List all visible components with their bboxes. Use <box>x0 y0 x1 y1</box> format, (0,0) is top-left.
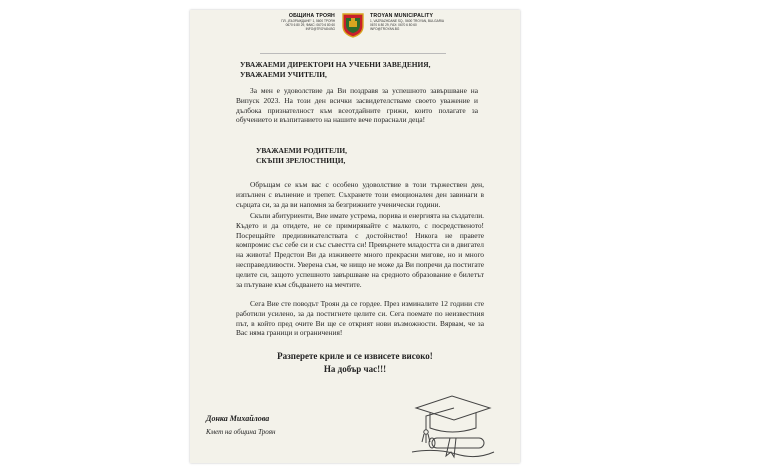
greeting-line: УВАЖАЕМИ УЧИТЕЛИ, <box>240 69 327 79</box>
letterhead-email-en: INFO@TROYAN.BG <box>370 27 400 31</box>
letterhead-title-bg: ОБЩИНА ТРОЯН <box>288 13 335 19</box>
greeting-line: УВАЖАЕМИ ДИРЕКТОРИ НА УЧЕБНИ ЗАВЕДЕНИЯ, <box>240 60 431 69</box>
greeting-teachers <box>240 60 480 80</box>
letterhead <box>190 10 520 52</box>
paragraph-teachers: За мен е удоволствие да Ви поздравя за успешното завършване на Випуск 2023. На този ден всички засвидетелстваме своето уважение и дълбока признателност към всеотдайните грижи, които полагате за обучението и възпитанието на нашите вече пораснали деца! <box>236 86 478 125</box>
letter-page <box>190 10 520 463</box>
greeting-line: УВАЖАЕМИ РОДИТЕЛИ, <box>256 146 347 155</box>
closing-line: Разперете криле и се извисете високо! <box>277 351 433 361</box>
letterhead-address-bg: ПЛ. „ВЪЗРАЖДАНЕ“ 1, 5600 ТРОЯН <box>281 19 335 23</box>
closing-wish: На добър час!!! <box>323 364 387 374</box>
paragraph-pride: Сега Вие сте поводът Троян да се гордее. През изминалите 12 години сте работили усилено, за да постигнете целите си. Сега поемате по неизвестния път, в който пред очите Ви ще се открият нови възможности. Вярвам, че за Вас няма граници и ограничения! <box>236 299 484 338</box>
signature-role: Кмет на община Троян <box>206 428 276 436</box>
paragraph-welcome: Обръщам се към вас с особено удоволствие в този тържествен ден, изпълнен с вълнение и трепет. Съхранете този емоционален ден завинаги в сърцата си, за да ви напомня за безгрижните ученически години. <box>236 180 484 209</box>
letterhead-phone-bg: 0670 6 80 29, ФАКС: 0670 6 80 60 <box>285 23 335 27</box>
graduation-cap-icon <box>406 394 498 460</box>
letterhead-bg <box>281 13 335 31</box>
header-divider <box>260 53 446 54</box>
letterhead-en <box>370 13 444 31</box>
letterhead-title-en: TROYAN MUNICIPALITY <box>370 13 434 19</box>
coat-of-arms-icon <box>341 12 365 38</box>
paragraph-graduates: Скъпи абитуриенти, Вие имате устрема, порива и енергията на създатели. Където и да отидете, не се примирявайте с малкото, с посредственото! Посрещайте предизвикателствата с достойнство! Никога не правете компромис със себе си и със съвестта си! Превърнете младостта си в двигател на живота! Предстои Ви да изживеете много прекрасни мигове, но и много несправедливости. Уверена съм, че нищо не може да Ви попречи да постигате целите си, защото успешното завършване на средното образование е билетът за пътуване към сбъдването на мечтите. <box>236 211 484 289</box>
letterhead-address-en: 1, VAZRAZHDANE SQ., 5600 TROYAN, BULGARIA <box>370 19 445 23</box>
letterhead-email-bg: INFO@TROYAN.BG <box>305 27 335 31</box>
greeting-parents <box>256 146 476 166</box>
signature-name: Донка Михайлова <box>206 414 270 423</box>
greeting-line: СКЪПИ ЗРЕЛОСТНИЦИ, <box>256 155 346 165</box>
letterhead-phone-en: 0670 6 80 29, FAX: 0670 6 80 60 <box>370 23 417 27</box>
